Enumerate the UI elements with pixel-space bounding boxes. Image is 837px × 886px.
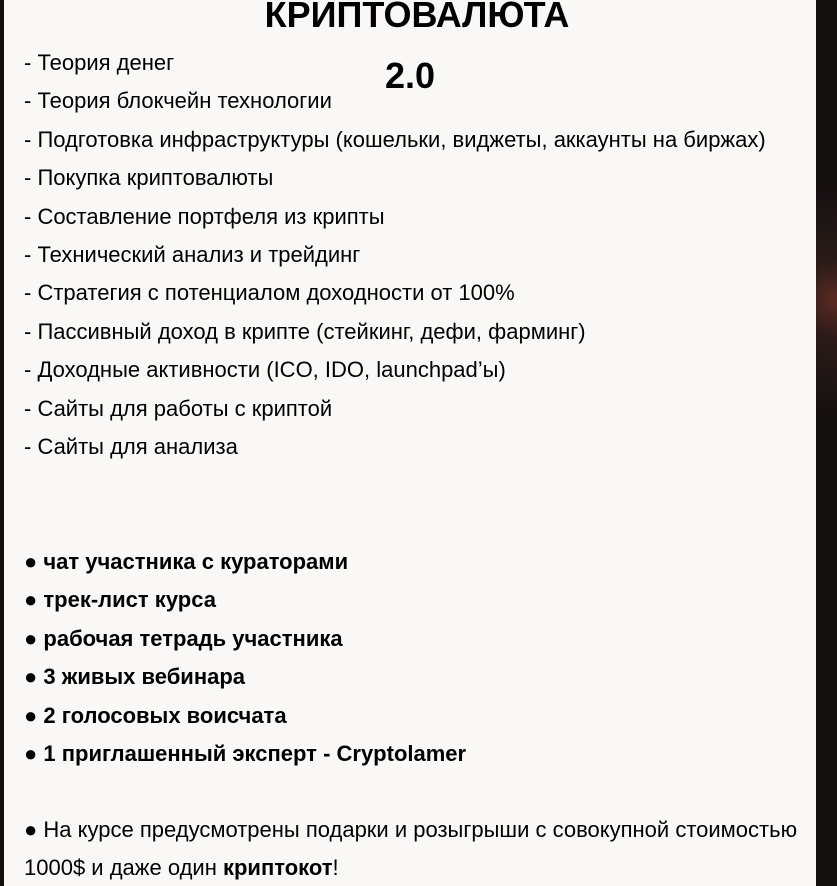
feature-item: ● 3 живых вебинара: [24, 664, 246, 690]
topic-item: - Сайты для работы с криптой: [24, 395, 333, 421]
topics-list: [24, 44, 804, 466]
topic-item: - Подготовка инфраструктуры (кошельки, виджеты, аккаунты на биржах): [24, 126, 766, 152]
gifts-text-end: !: [332, 855, 339, 881]
course-version: 2.0: [385, 55, 436, 96]
course-title: КРИПТОВАЛЮТА: [264, 0, 570, 35]
features-list: [24, 543, 804, 773]
topic-item: - Сайты для анализа: [24, 434, 238, 460]
topic-item: - Технический анализ и трейдинг: [24, 242, 361, 268]
topic-item: - Стратегия с потенциалом доходности от 100%: [24, 280, 515, 306]
topic-item: - Доходные активности (ICO, IDO, launchpad’ы): [24, 357, 506, 383]
feature-item: ● рабочая тетрадь участника: [24, 625, 343, 651]
gifts-highlight: криптокот: [222, 855, 333, 881]
topic-item: - Теория блокчейн технологии: [24, 88, 332, 114]
gifts-text: ● На курсе предусмотрены подарки и розыгрыши с совокупной стоимостью 1000$ и даже один: [24, 817, 798, 881]
topic-item: - Теория денег: [24, 50, 175, 75]
feature-item: ● чат участника с кураторами: [24, 549, 349, 574]
feature-item: ● 1 приглашенный эксперт - Cryptolamer: [24, 741, 467, 767]
topic-item: - Пассивный доход в крипте (стейкинг, дефи, фарминг): [24, 318, 586, 344]
gifts-paragraph: [24, 811, 804, 886]
topic-item: - Покупка криптовалюты: [24, 165, 274, 191]
feature-item: ● 2 голосовых воисчата: [24, 702, 287, 728]
topic-item: - Составление портфеля из крипты: [24, 203, 385, 229]
course-description-card: [4, 0, 816, 886]
feature-item: ● трек-лист курса: [24, 587, 216, 613]
